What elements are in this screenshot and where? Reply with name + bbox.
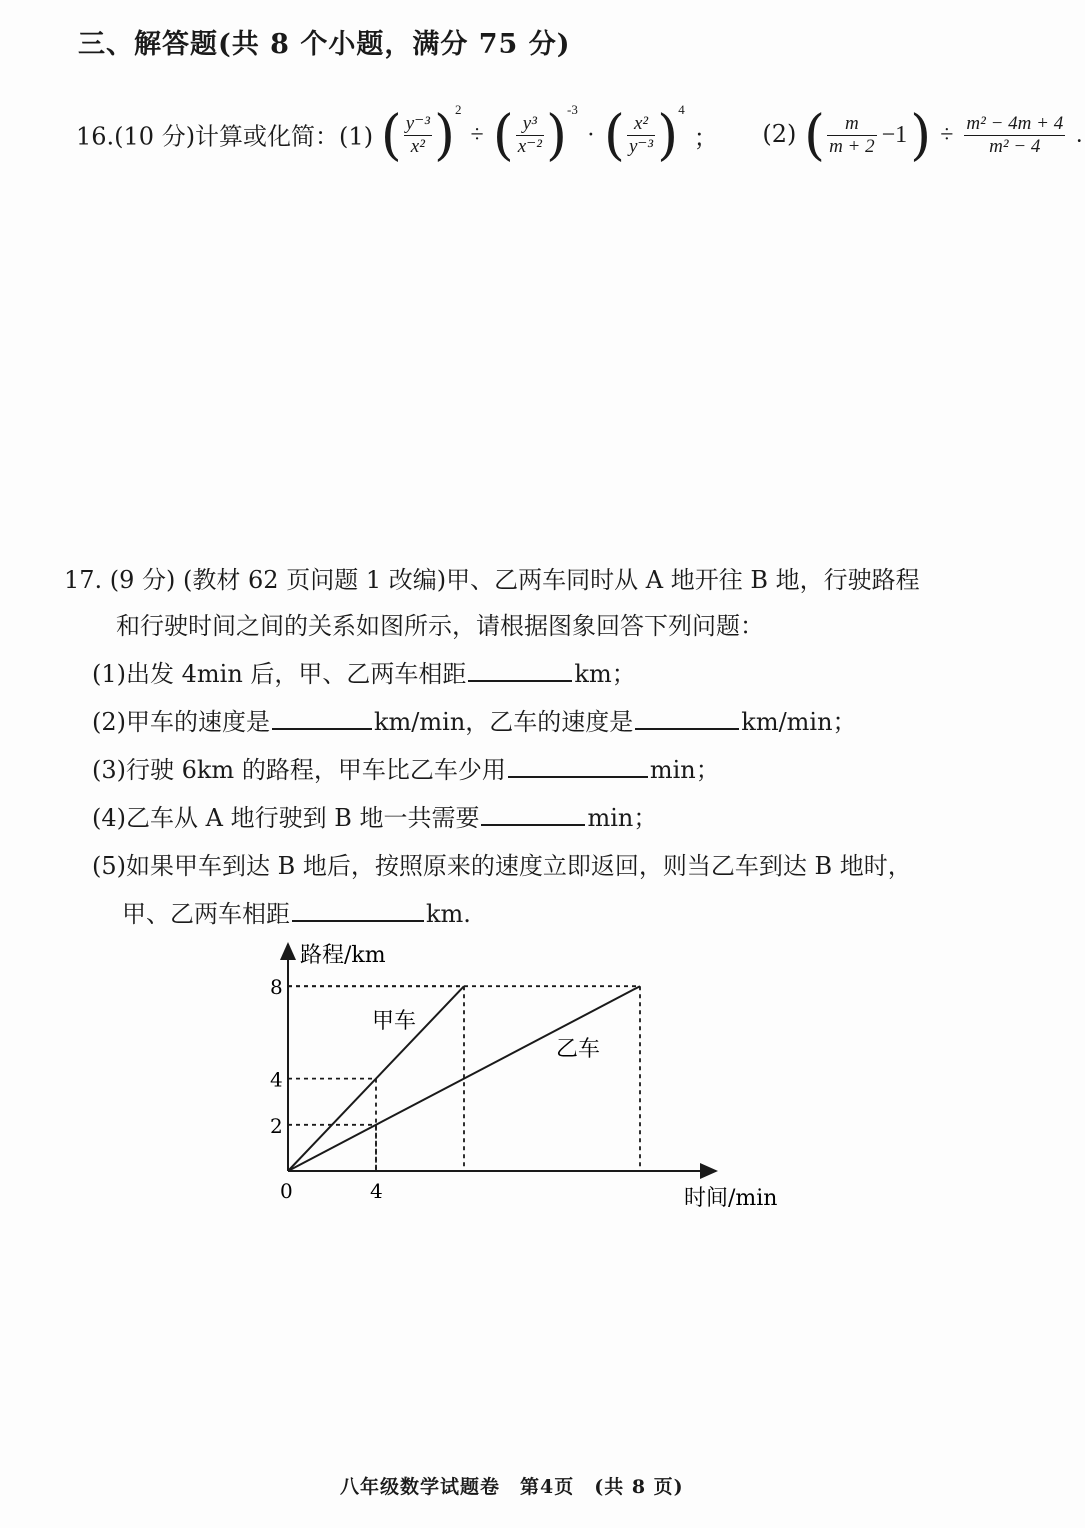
fraction: $\frac{\text{m² − 4m + 4}}{\text{m² − 4}}$ bbox=[966, 112, 1064, 157]
q17-line2: 和行驶时间之间的关系如图所示，请根据图象回答下列问题： bbox=[116, 612, 764, 640]
q16-part1-expression: ( $\frac{\text{y⁻³}}{\text{x²}}$ )$^2$ ÷ ( $\frac{\text{y³}}{\text{x⁻²}}$ )$^{-3}$ · ( $\frac{\text{x²}}{\text{y⁻³}}$ )$^4$ ； bbox=[380, 102, 718, 166]
x-tick-label-0: 4 bbox=[370, 1179, 383, 1203]
fraction: $\frac{\text{y³}}{\text{x⁻²}}$ bbox=[517, 112, 542, 157]
q17-sub1: (1)出发 4min 后，甲、乙两车相距 km； bbox=[92, 654, 636, 689]
y-tick-label-2: 8 bbox=[270, 975, 283, 1000]
q17-sub3: (3)行驶 6km 的路程，甲车比乙车少用 min； bbox=[92, 750, 720, 785]
q17-sub5: (5)如果甲车到达 B 地后，按照原来的速度立即返回，则当乙车到达 B 地时， bbox=[92, 852, 912, 880]
q17-sub5-cont: 甲、乙两车相距 km. bbox=[122, 894, 471, 929]
origin-label: 0 bbox=[280, 1179, 293, 1203]
y-tick-label-0: 2 bbox=[270, 1113, 283, 1138]
q17-sub4: (4)乙车从 A 地行驶到 B 地一共需要 min； bbox=[92, 798, 657, 833]
section-title: 三、解答题(共 8 个小题，满分 75 分) bbox=[78, 29, 571, 60]
page-footer: 八年级数学试题卷 第4页 (共 8 页) bbox=[340, 1476, 684, 1498]
q17-line1: 17. (9 分) (教材 62 页问题 1 改编)甲、乙两车同时从 A 地开往 B 地，行驶路程 bbox=[64, 566, 920, 594]
fraction: $\frac{m}{m + 2}$ bbox=[829, 112, 875, 157]
q17-sub2: (2)甲车的速度是 km/min，乙车的速度是 km/min； bbox=[92, 702, 857, 737]
q16-part2-expression: ( $\frac{m}{m + 2}$ −1) ÷ $\frac{\text{m² − 4m + 4}}{\text{m² − 4}}$ . bbox=[803, 103, 1083, 166]
y-axis-label: 路程/km bbox=[300, 943, 386, 968]
series-label-yi: 乙车 bbox=[556, 1037, 601, 1062]
q16-lead: 16.(10 分)计算或化简：(1) bbox=[76, 122, 374, 151]
y-tick-label-1: 4 bbox=[270, 1067, 283, 1092]
fraction: $\frac{\text{y⁻³}}{\text{x²}}$ bbox=[405, 112, 430, 157]
x-axis-label: 时间/min bbox=[684, 1186, 778, 1211]
q16-part2-label: (2) bbox=[762, 120, 797, 149]
series-label-jia: 甲车 bbox=[372, 1009, 417, 1034]
fraction: $\frac{\text{x²}}{\text{y⁻³}}$ bbox=[628, 112, 654, 157]
